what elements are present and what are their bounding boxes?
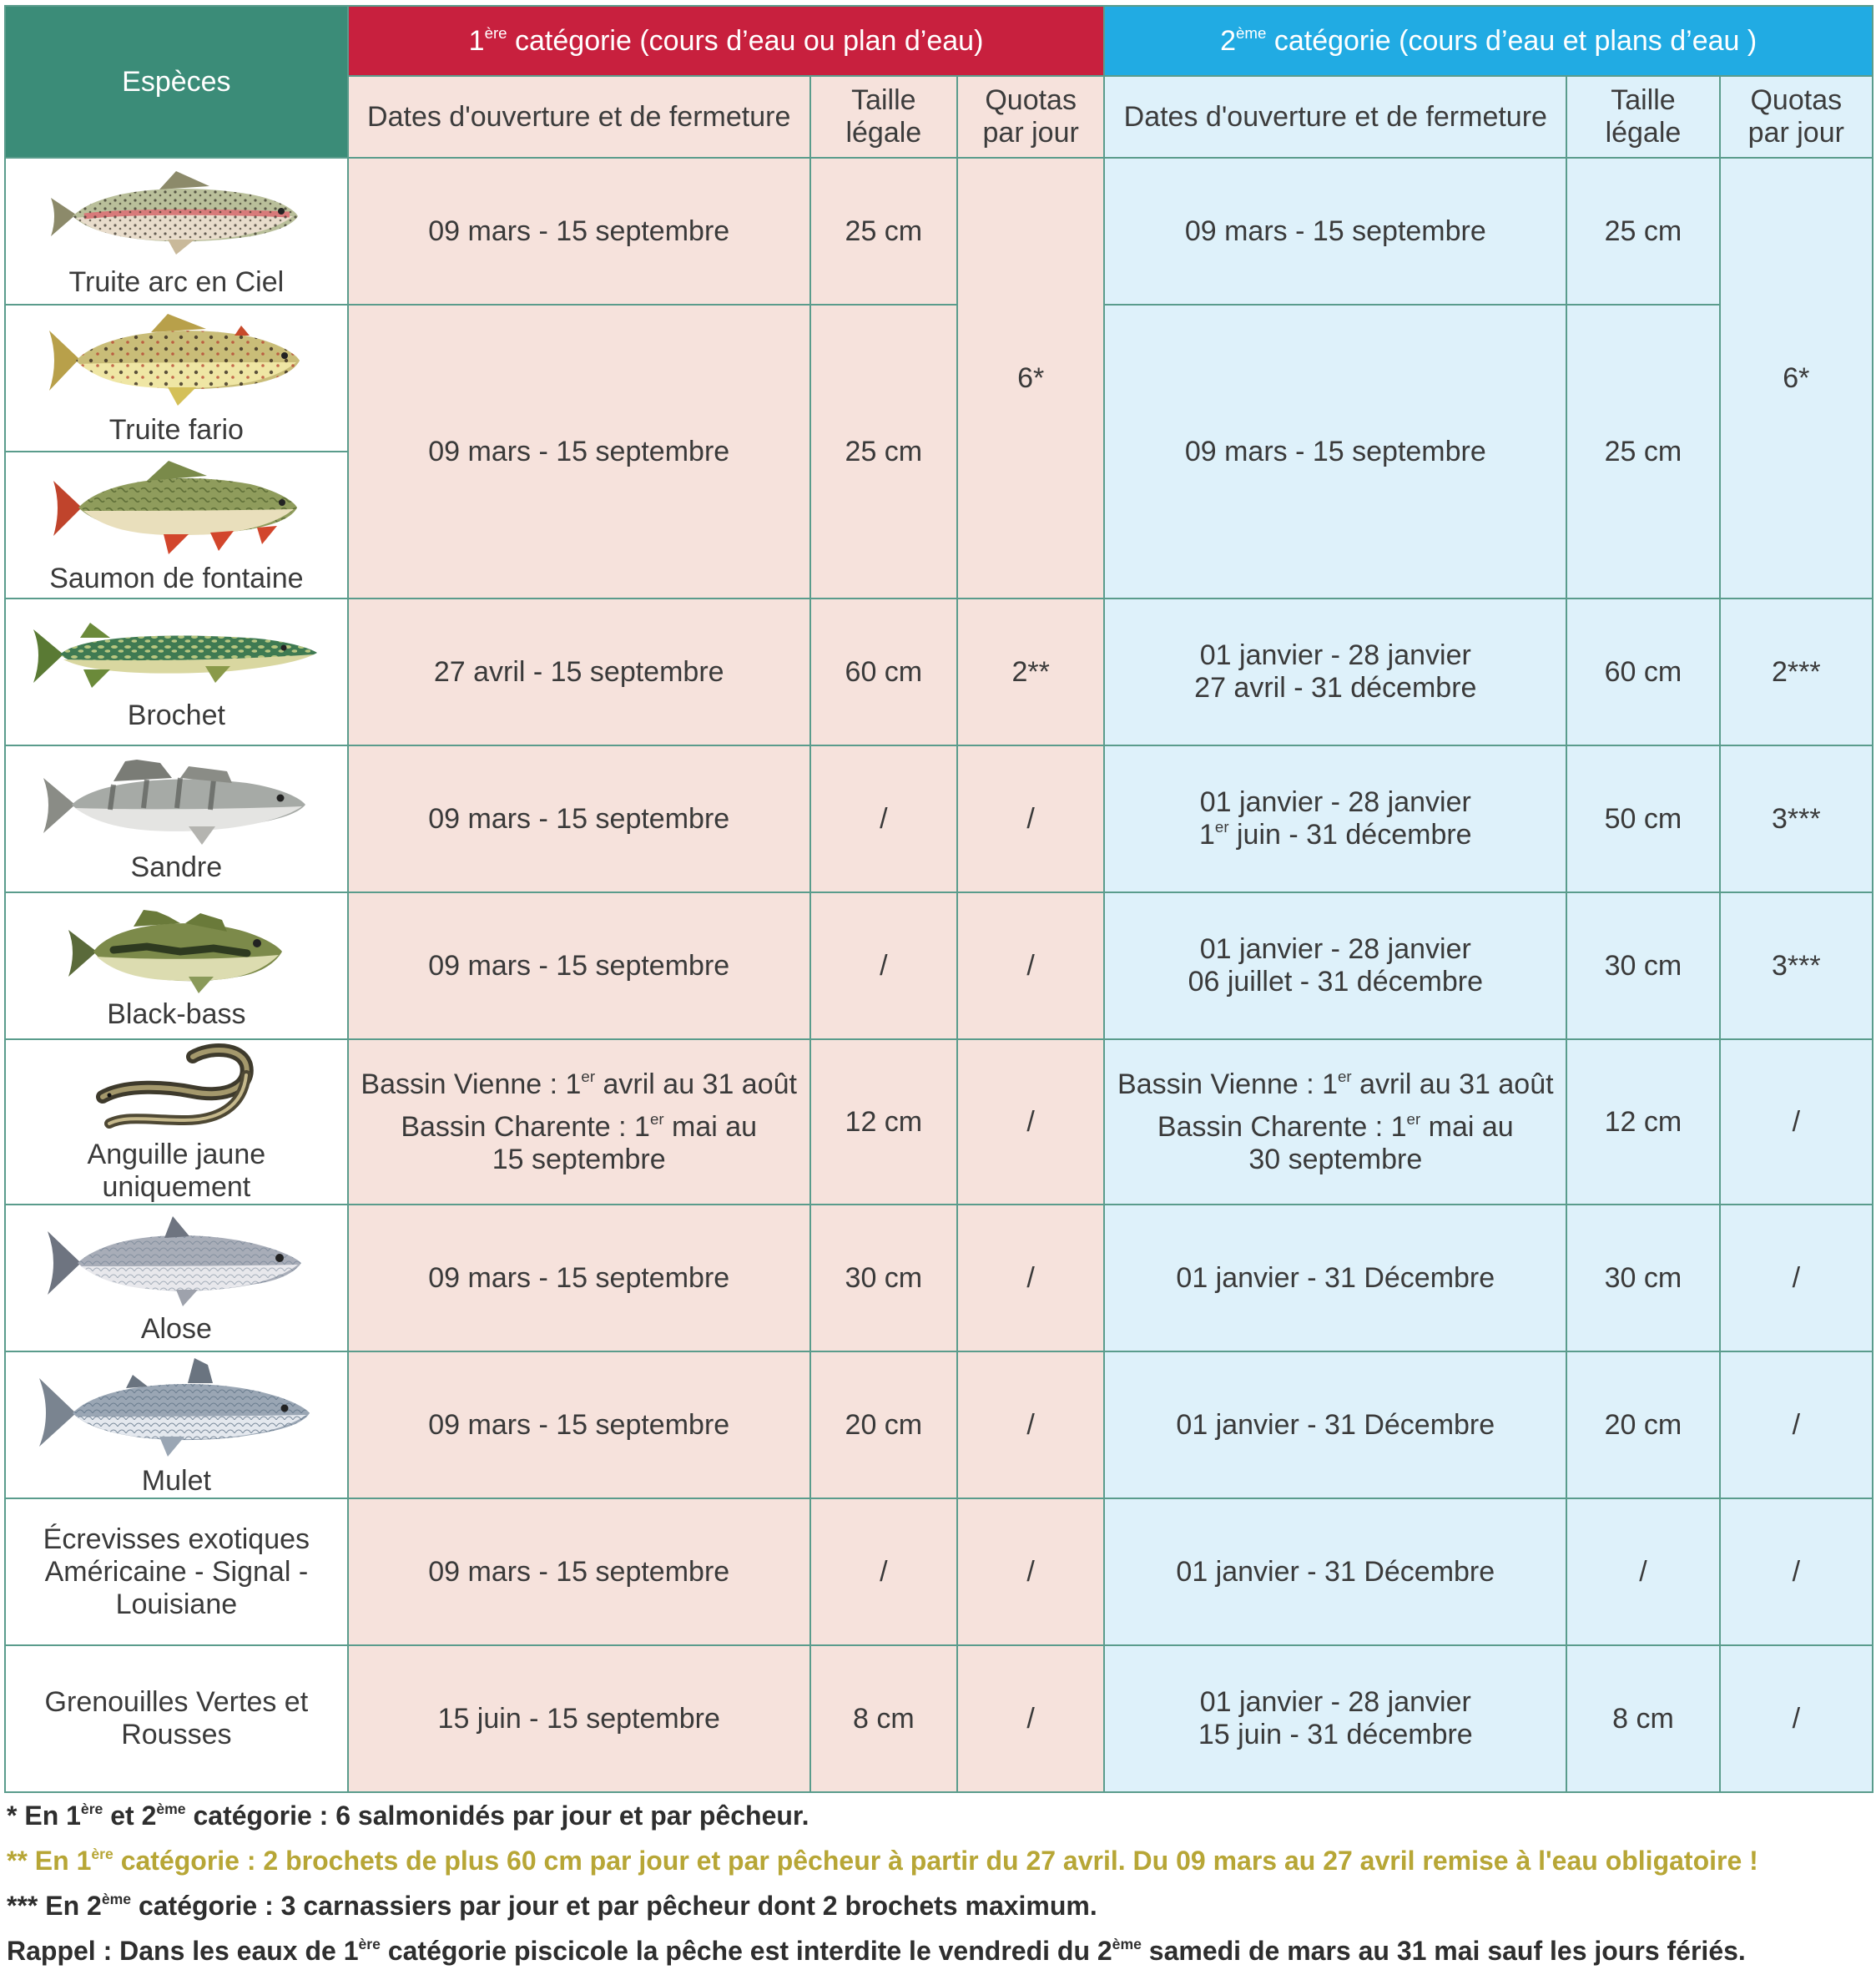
cat2-quota: / [1720, 1039, 1873, 1205]
cat1-size: 60 cm [810, 599, 957, 745]
cat2-size: 8 cm [1566, 1645, 1719, 1792]
cat1-dates: 09 mars - 15 septembre [348, 745, 810, 892]
species-cell: Brochet [5, 599, 348, 745]
cat1-dates: 15 juin - 15 septembre [348, 1645, 810, 1792]
cat2-size: 30 cm [1566, 892, 1719, 1039]
cat2-quota: / [1720, 1645, 1873, 1792]
cat2-size: / [1566, 1498, 1719, 1645]
table-row [5, 1498, 1873, 1645]
cat1-dates: 09 mars - 15 septembre [348, 1351, 810, 1498]
table-row [5, 158, 1873, 305]
cat2-dates: Bassin Vienne : 1er avril au 31 août Bassin Charente : 1er mai au 30 septembre [1104, 1039, 1566, 1205]
table-row [5, 1205, 1873, 1351]
cat1-size: 12 cm [810, 1039, 957, 1205]
fishing-regulations-table [4, 5, 1873, 1793]
cat1-size: 8 cm [810, 1645, 957, 1792]
species-header: Espèces [5, 6, 348, 158]
cat1-dates: 27 avril - 15 septembre [348, 599, 810, 745]
cat1-dates: 09 mars - 15 septembre [348, 892, 810, 1039]
cat1-size: 20 cm [810, 1351, 957, 1498]
cat1-quota: / [957, 1039, 1104, 1205]
cat1-quota-header: Quotas par jour [957, 76, 1104, 158]
cat2-quota: 3*** [1720, 745, 1873, 892]
cat2-dates: 01 janvier - 31 Décembre [1104, 1205, 1566, 1351]
eel-icon [93, 1040, 260, 1135]
table-row [5, 1645, 1873, 1792]
shad-icon [43, 1211, 310, 1310]
cat2-dates: 01 janvier - 28 janvier 15 juin - 31 décembre [1104, 1645, 1566, 1792]
cat2-dates: 01 janvier - 31 Décembre [1104, 1351, 1566, 1498]
cat1-dates-header: Dates d'ouverture et de fermeture [348, 76, 810, 158]
species-cell: Grenouilles Vertes et Rousses [5, 1645, 348, 1792]
cat2-dates: 01 janvier - 31 Décembre [1104, 1498, 1566, 1645]
cat1-size-header: Taille légale [810, 76, 957, 158]
cat1-dates: 09 mars - 15 septembre [348, 305, 810, 599]
cat1-quota: 6* [957, 158, 1104, 599]
cat1-quota: / [957, 1205, 1104, 1351]
cat2-size: 30 cm [1566, 1205, 1719, 1351]
cat2-size: 25 cm [1566, 158, 1719, 305]
cat2-quota: 3*** [1720, 892, 1873, 1039]
species-cell: Écrevisses exotiques Américaine - Signal - Louisiane [5, 1498, 348, 1645]
species-cell: Truite fario [5, 305, 348, 452]
cat1-dates: 09 mars - 15 septembre [348, 1498, 810, 1645]
cat2-size: 50 cm [1566, 745, 1719, 892]
cat2-dates: 01 janvier - 28 janvier 06 juillet - 31 décembre [1104, 892, 1566, 1039]
cat1-quota: / [957, 892, 1104, 1039]
footnote-pike: ** En 1ère catégorie : 2 brochets de plus 60 cm par jour et par pêcheur à partir du 27 avril. Du 09 mars au 27 avril remise à l'eau obligatoire ! [7, 1845, 1758, 1876]
brown-trout-icon [43, 311, 310, 411]
cat2-size: 25 cm [1566, 305, 1719, 599]
cat2-dates: 01 janvier - 28 janvier 1er juin - 31 décembre [1104, 745, 1566, 892]
cat1-size: / [810, 892, 957, 1039]
footnote-salmonids: * En 1ère et 2ème catégorie : 6 salmonidés par jour et par pêcheur. [7, 1800, 809, 1831]
footnote-reminder: Rappel : Dans les eaux de 1ère catégorie piscicole la pêche est interdite le vendredi du 2ème samedi de mars au 31 mai sauf les jours fériés. [7, 1935, 1746, 1966]
species-cell: Alose [5, 1205, 348, 1351]
cat2-dates-header: Dates d'ouverture et de fermeture [1104, 76, 1566, 158]
species-cell: Mulet [5, 1351, 348, 1498]
table-row [5, 1351, 1873, 1498]
species-cell: Saumon de fontaine [5, 452, 348, 599]
footnote-carnivores: *** En 2ème catégorie : 3 carnassiers par jour et par pêcheur dont 2 brochets maximum. [7, 1890, 1097, 1921]
cat1-quota: / [957, 745, 1104, 892]
cat1-size: 30 cm [810, 1205, 957, 1351]
cat1-size: 25 cm [810, 305, 957, 599]
cat2-quota: 2*** [1720, 599, 1873, 745]
cat1-size: / [810, 1498, 957, 1645]
cat1-dates: Bassin Vienne : 1er avril au 31 août Bassin Charente : 1er mai au 15 septembre [348, 1039, 810, 1205]
species-cell: Truite arc en Ciel [5, 158, 348, 305]
table-row [5, 599, 1873, 745]
species-cell: Anguille jaune uniquement [5, 1039, 348, 1205]
cat1-quota: / [957, 1498, 1104, 1645]
table-row [5, 1039, 1873, 1205]
zander-icon [38, 755, 314, 848]
black-bass-icon [63, 902, 289, 995]
cat2-quota: 6* [1720, 158, 1873, 599]
pike-icon [30, 613, 322, 696]
cat1-quota: / [957, 1645, 1104, 1792]
cat2-dates: 09 mars - 15 septembre [1104, 305, 1566, 599]
category-1-header: 1ère catégorie (cours d’eau ou plan d’eau) [348, 6, 1105, 76]
species-cell: Sandre [5, 745, 348, 892]
cat2-quota: / [1720, 1351, 1873, 1498]
cat2-dates: 09 mars - 15 septembre [1104, 158, 1566, 305]
table-row [5, 305, 1873, 452]
cat1-quota: 2** [957, 599, 1104, 745]
table-row [5, 892, 1873, 1039]
species-cell: Black-bass [5, 892, 348, 1039]
cat2-size: 60 cm [1566, 599, 1719, 745]
brook-trout-icon [47, 456, 305, 559]
cat1-quota: / [957, 1351, 1104, 1498]
cat1-dates: 09 mars - 15 septembre [348, 158, 810, 305]
cat1-size: / [810, 745, 957, 892]
cat2-quota: / [1720, 1498, 1873, 1645]
mullet-icon [34, 1353, 318, 1462]
footnotes [7, 1793, 1873, 1973]
cat1-dates: 09 mars - 15 septembre [348, 1205, 810, 1351]
cat2-quota: / [1720, 1205, 1873, 1351]
rainbow-trout-icon [43, 164, 310, 263]
table-row [5, 745, 1873, 892]
cat2-dates: 01 janvier - 28 janvier 27 avril - 31 décembre [1104, 599, 1566, 745]
cat2-size: 20 cm [1566, 1351, 1719, 1498]
cat2-size: 12 cm [1566, 1039, 1719, 1205]
category-2-header: 2ème catégorie (cours d’eau et plans d’eau ) [1104, 6, 1873, 76]
cat1-size: 25 cm [810, 158, 957, 305]
cat2-quota-header: Quotas par jour [1720, 76, 1873, 158]
cat2-size-header: Taille légale [1566, 76, 1719, 158]
